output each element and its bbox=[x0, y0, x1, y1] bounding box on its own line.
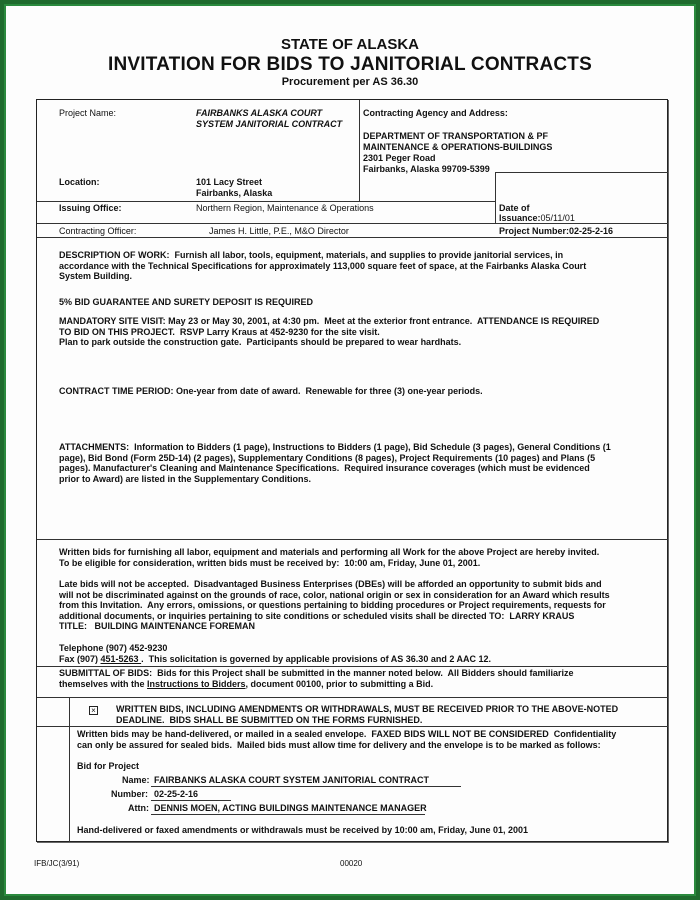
divider bbox=[37, 539, 668, 540]
written-bids-amendments: WRITTEN BIDS, INCLUDING AMENDMENTS OR WITHDRAWALS, MUST BE RECEIVED PRIOR TO THE ABOVE-NOTED DEADLINE. BIDS SHALL BE SUBMITTED ON THE FORMS FURNISHED. bbox=[116, 704, 619, 725]
document-title: INVITATION FOR BIDS TO JANITORIAL CONTRACTS bbox=[108, 54, 592, 75]
date-value: 05/11/01 bbox=[540, 213, 575, 223]
contract-time-period: CONTRACT TIME PERIOD: One-year from date of award. Renewable for three (3) one-year periods. bbox=[59, 386, 483, 396]
amendments-deadline: Hand-delivered or faxed amendments or withdrawals must be received by 10:00 am, Friday, June 01, 2001 bbox=[77, 825, 529, 835]
contracting-officer-label: Contracting Officer: bbox=[59, 226, 137, 236]
date-label-line-2: Issuance:05/11/01 bbox=[499, 213, 575, 223]
envelope-attn-label: Attn: bbox=[128, 803, 149, 813]
project-number-value: 02-25-2-16 bbox=[569, 226, 614, 236]
fax-line: Fax (907) 451-5263 . This solicitation is governed by applicable provisions of AS 36.30 and 2 AAC 12. bbox=[59, 654, 492, 664]
bid-guarantee: 5% BID GUARANTEE AND SURETY DEPOSIT IS REQUIRED bbox=[59, 297, 314, 307]
location-line-2: Fairbanks, Alaska bbox=[196, 188, 273, 198]
underline bbox=[151, 786, 461, 787]
issuing-office-label: Issuing Office: bbox=[59, 203, 122, 213]
divider-vertical bbox=[495, 172, 496, 223]
date-label-line-1: Date of bbox=[499, 203, 530, 213]
envelope-attn-value: DENNIS MOEN, ACTING BUILDINGS MAINTENANCE MANAGER bbox=[154, 803, 427, 813]
written-bids-invited: Written bids for furnishing all labor, equipment and materials and performing all Work for the above Project are hereby invited. To be eligible for consideration, written bids must be received by: 10:00 am, Friday, June 01, 2001. bbox=[59, 547, 600, 568]
divider bbox=[37, 666, 668, 667]
instructions-to-bidders-link: Instructions to Bidders bbox=[147, 678, 246, 689]
page-code: 00020 bbox=[340, 859, 363, 868]
late-bids-notice: Late bids will not be accepted. Disadvantaged Business Enterprises (DBEs) will be afforded an opportunity to submit bids and will not be discriminated against on the grounds of race, color, national origin or sex in consideration for an Award which results from this Invitation. Any errors, omissions, or questions pertaining to bidding procedures or Project requirements, requests for additional documents, or inquiries pertaining to site conditions or scheduled visits shall be directed TO: LARRY KRAUS TITLE: BUILDING MAINTENANCE FOREMAN bbox=[59, 579, 610, 631]
fax-number: 451-5263 bbox=[100, 654, 142, 664]
telephone: Telephone (907) 452-9230 bbox=[59, 643, 168, 653]
description-of-work: DESCRIPTION OF WORK: Furnish all labor, tools, equipment, materials, and supplies to provide janitorial services, in accordance with the Technical Specifications for approximately 113,000 square feet of space, at the Fairbanks Alaska Court System Building. bbox=[59, 250, 587, 281]
issuing-office-value: Northern Region, Maintenance & Operations bbox=[196, 203, 374, 213]
agency-line-1: DEPARTMENT OF TRANSPORTATION & PF bbox=[363, 131, 548, 141]
project-number: Project Number:02-25-2-16 bbox=[499, 226, 614, 236]
agency-line-2: MAINTENANCE & OPERATIONS-BUILDINGS bbox=[363, 142, 553, 152]
project-name-line-2: SYSTEM JANITORIAL CONTRACT bbox=[196, 119, 343, 129]
divider bbox=[37, 237, 668, 238]
divider-vertical bbox=[359, 100, 360, 201]
site-visit: MANDATORY SITE VISIT: May 23 or May 30, 2001, at 4:30 pm. Meet at the exterior front entrance. ATTENDANCE IS REQUIRED TO BID ON THIS PROJECT. RSVP Larry Kraus at 452-9230 for the site visit. Plan to park outside the construction gate. Participants should be prepared to wear hardhats. bbox=[59, 316, 600, 347]
divider bbox=[37, 697, 668, 698]
form-code: IFB/JC(3/91) bbox=[34, 859, 80, 868]
bid-for-project: Bid for Project bbox=[77, 761, 140, 771]
underline bbox=[151, 814, 425, 815]
divider bbox=[37, 726, 668, 727]
envelope-number-label: Number: bbox=[111, 789, 149, 799]
location-label: Location: bbox=[59, 177, 100, 187]
submittal-of-bids: SUBMITTAL OF BIDS: Bids for this Project shall be submitted in the manner noted below. All Bidders should familiarize themselves with the Instructions to Bidders, document 00100, prior to submitting a Bid. bbox=[59, 668, 574, 689]
state-heading: STATE OF ALASKA bbox=[280, 36, 420, 53]
location-line-1: 101 Lacy Street bbox=[196, 177, 263, 187]
agency-line-4: Fairbanks, Alaska 99709-5399 bbox=[363, 164, 490, 174]
divider-vertical bbox=[69, 697, 70, 842]
divider bbox=[37, 201, 495, 202]
form-box bbox=[36, 99, 668, 842]
agency-line-3: 2301 Peger Road bbox=[363, 153, 436, 163]
project-name-label: Project Name: bbox=[59, 108, 117, 118]
document-subtitle: Procurement per AS 36.30 bbox=[281, 76, 419, 88]
hand-delivered-notice: Written bids may be hand-delivered, or mailed in a sealed envelope. FAXED BIDS WILL NOT BE CONSIDERED Confidentiality can only be assured for sealed bids. Mailed bids must allow time for delivery and the envelope is to be marked as follows: bbox=[77, 729, 617, 750]
envelope-name-label: Name: bbox=[122, 775, 150, 785]
divider bbox=[495, 172, 668, 173]
envelope-number-value: 02-25-2-16 bbox=[154, 789, 199, 799]
written-bids-checkbox[interactable]: × bbox=[89, 706, 98, 715]
underline bbox=[151, 800, 231, 801]
attachments: ATTACHMENTS: Information to Bidders (1 page), Instructions to Bidders (1 page), Bid Schedule (3 pages), General Conditions (1 page), Bid Bond (Form 25D-14) (2 pages), Supplementary Conditions (8 pages), Project Requirements (10 pages) and Plans (5 pages). Manufacturer's Cleaning and Maintenance Specifications. Required insurance coverages (which must be evidenced prior to Award) are listed in the Supplementary Conditions. bbox=[59, 442, 611, 484]
agency-label: Contracting Agency and Address: bbox=[363, 108, 508, 118]
envelope-name-value: FAIRBANKS ALASKA COURT SYSTEM JANITORIAL CONTRACT bbox=[154, 775, 430, 785]
contracting-officer-value: James H. Little, P.E., M&O Director bbox=[209, 226, 349, 236]
document-page bbox=[4, 4, 696, 896]
project-name-line-1: FAIRBANKS ALASKA COURT bbox=[196, 108, 323, 118]
